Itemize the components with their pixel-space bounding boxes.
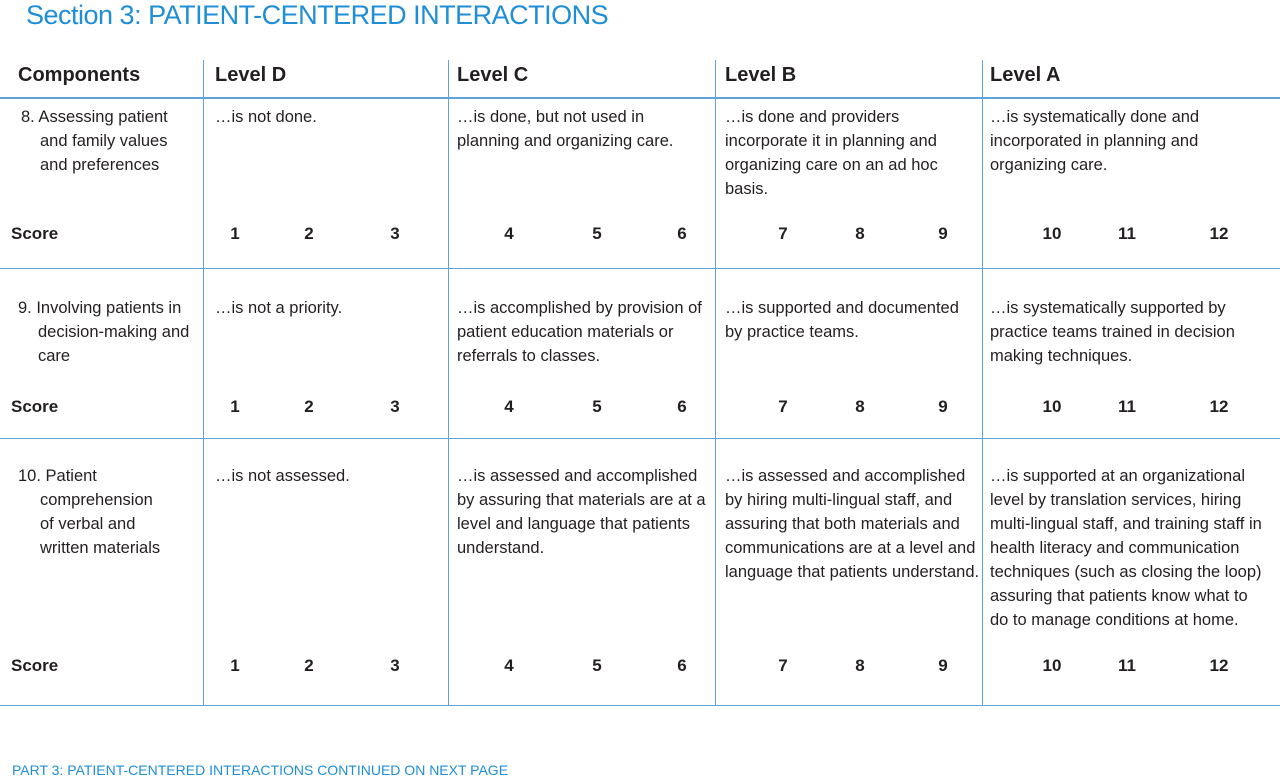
row8-level-a: …is systematically done and incorporated in planning and organizing care.: [990, 108, 1200, 174]
score-value[interactable]: 9: [938, 224, 948, 243]
score-value[interactable]: 5: [592, 224, 602, 243]
row9-level-b: …is supported and documented by practice teams.: [725, 299, 959, 341]
row10-level-c: …is assessed and accomplished by assuring that materials are at a level and language that patients understand.: [457, 467, 706, 557]
header-level-d: Level D: [215, 64, 287, 86]
row-divider: [0, 268, 1280, 269]
row9-level-d: …is not a priority.: [215, 299, 343, 317]
component-line: of verbal and: [40, 515, 136, 533]
header-level-a: Level A: [990, 64, 1061, 86]
score-value[interactable]: 6: [677, 224, 687, 243]
row9-level-a: …is systematically supported by practice teams trained in decision making techniques.: [990, 299, 1235, 365]
header-components: Components: [18, 64, 141, 86]
grid-line: [203, 60, 204, 706]
component-line: comprehension: [40, 491, 153, 509]
score-value[interactable]: 9: [938, 656, 948, 675]
score-value[interactable]: 10: [1042, 397, 1062, 416]
component-line: 10. Patient: [18, 467, 97, 485]
grid-line: [982, 60, 983, 706]
score-value[interactable]: 6: [677, 397, 687, 416]
component-8: [21, 105, 168, 177]
score-value[interactable]: 10: [1042, 656, 1062, 675]
score-value[interactable]: 12: [1209, 656, 1229, 675]
score-value[interactable]: 10: [1042, 224, 1062, 243]
score-value[interactable]: 11: [1118, 397, 1136, 416]
grid-line: [448, 60, 449, 706]
header-divider: [0, 97, 1280, 99]
score-value[interactable]: 4: [504, 397, 514, 416]
score-value[interactable]: 8: [855, 397, 865, 416]
score-value[interactable]: 4: [504, 656, 514, 675]
component-10: [18, 464, 160, 560]
score-value[interactable]: 8: [855, 224, 865, 243]
component-line: and family values: [40, 132, 168, 150]
grid-line: [715, 60, 716, 706]
component-9: [18, 296, 189, 368]
score-value[interactable]: 7: [778, 224, 788, 243]
score-value[interactable]: 3: [390, 656, 400, 675]
score-value[interactable]: 11: [1118, 224, 1136, 243]
score-value[interactable]: 7: [778, 656, 788, 675]
score-value[interactable]: 6: [677, 656, 687, 675]
score-value[interactable]: 1: [230, 224, 240, 243]
score-value[interactable]: 3: [390, 224, 400, 243]
footer-note: PART 3: PATIENT-CENTERED INTERACTIONS CONTINUED ON NEXT PAGE: [12, 762, 509, 778]
row10-level-d: …is not assessed.: [215, 467, 350, 485]
score-value[interactable]: 2: [304, 397, 314, 416]
row10-level-a: …is supported at an organizational level by translation services, hiring multi-lingual staff, and training staff in health literacy and communication techniques (such as closing the loop) assuring that patients know what to do to manage conditions at home.: [990, 467, 1262, 629]
section-title: Section 3: PATIENT-CENTERED INTERACTIONS: [26, 0, 609, 30]
row10-level-b: …is assessed and accomplished by hiring multi-lingual staff, and assuring that both materials and communications are at a level and language that patients understand.: [725, 467, 980, 581]
component-line: 9. Involving patients in: [18, 299, 182, 317]
row8-level-b: …is done and providers incorporate it in planning and organizing care on an ad hoc basis.: [725, 108, 938, 198]
component-line: 8. Assessing patient: [21, 108, 168, 126]
score-value[interactable]: 1: [230, 397, 240, 416]
score-label: Score: [11, 224, 59, 243]
row8-level-c: …is done, but not used in planning and organizing care.: [457, 108, 674, 150]
score-value[interactable]: 11: [1118, 656, 1136, 675]
score-value[interactable]: 12: [1209, 397, 1229, 416]
score-value[interactable]: 7: [778, 397, 788, 416]
row-divider: [0, 438, 1280, 439]
component-line: and preferences: [40, 156, 160, 174]
score-label: Score: [11, 656, 59, 675]
score-value[interactable]: 2: [304, 224, 314, 243]
score-value[interactable]: 1: [230, 656, 240, 675]
score-value[interactable]: 9: [938, 397, 948, 416]
score-value[interactable]: 5: [592, 656, 602, 675]
table-bottom: [0, 705, 1280, 706]
score-value[interactable]: 12: [1209, 224, 1229, 243]
component-line: written materials: [40, 539, 161, 557]
score-value[interactable]: 3: [390, 397, 400, 416]
score-value[interactable]: 8: [855, 656, 865, 675]
component-line: decision-making and: [38, 323, 190, 341]
row9-level-c: …is accomplished by provision of patient education materials or referrals to classes.: [457, 299, 702, 365]
component-line: care: [38, 347, 71, 365]
score-value[interactable]: 2: [304, 656, 314, 675]
score-label: Score: [11, 397, 59, 416]
score-value[interactable]: 5: [592, 397, 602, 416]
header-level-c: Level C: [457, 64, 529, 86]
score-value[interactable]: 4: [504, 224, 514, 243]
header-level-b: Level B: [725, 64, 797, 86]
row8-level-d: …is not done.: [215, 108, 317, 126]
